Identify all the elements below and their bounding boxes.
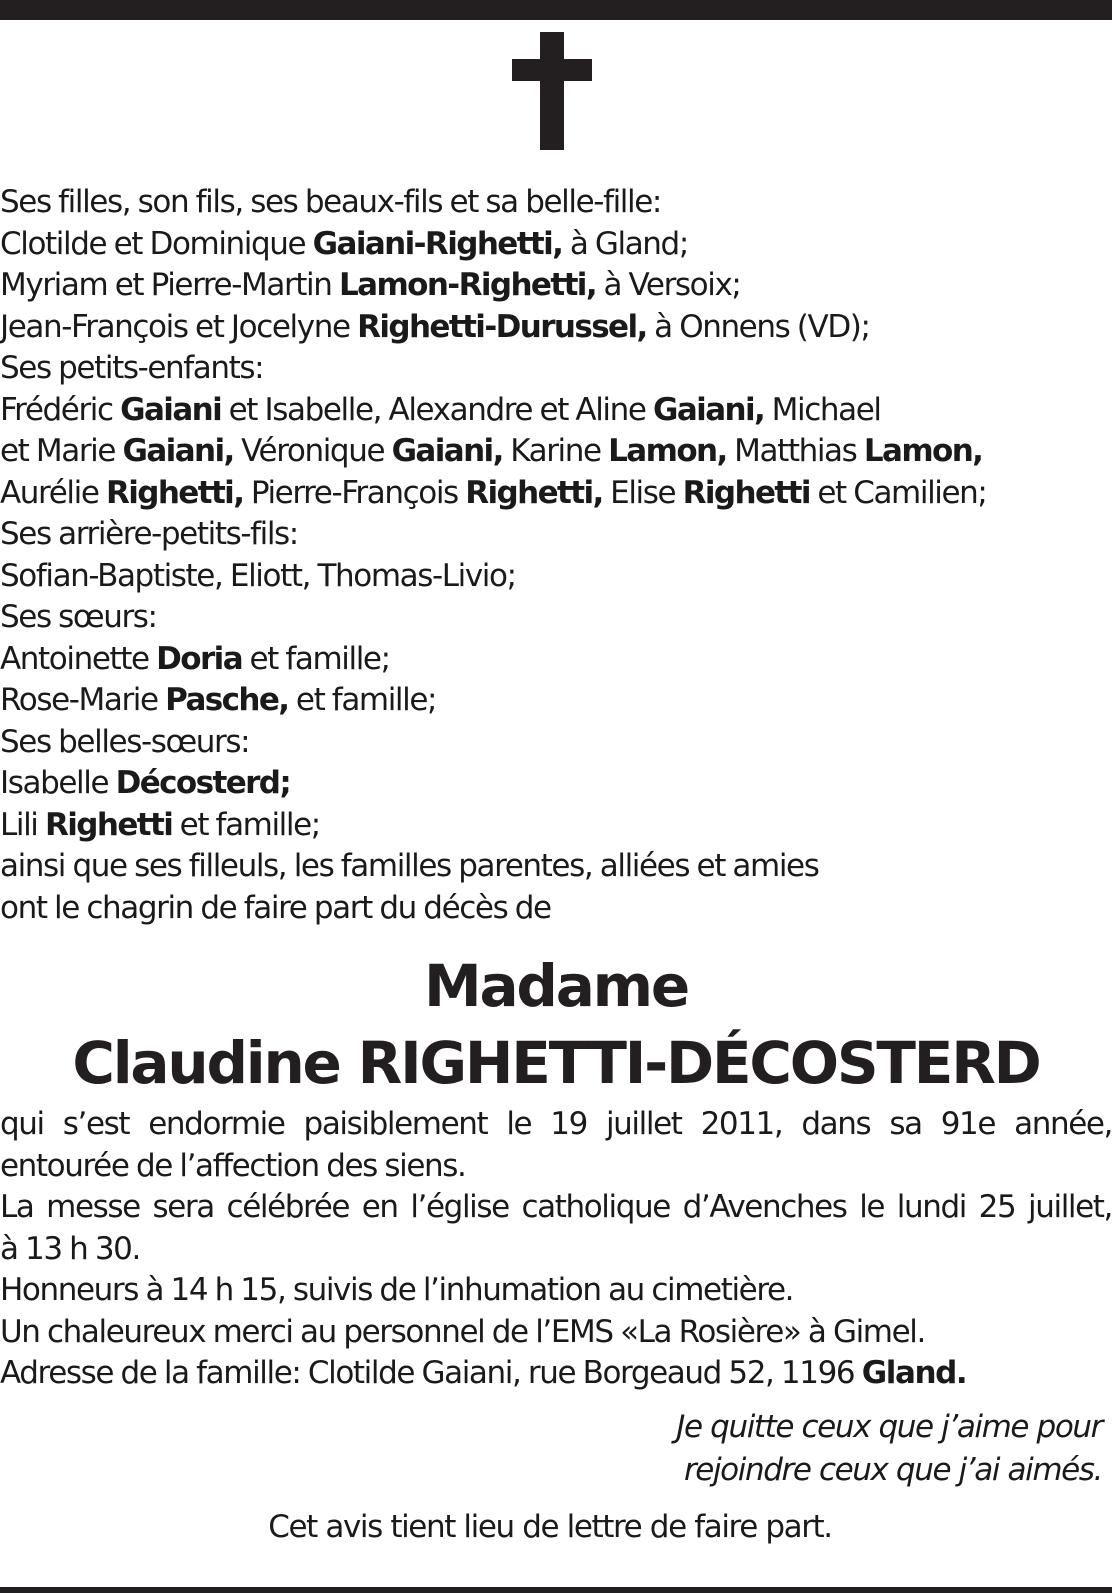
family-list <box>0 182 1112 929</box>
family-line: et Marie Gaiani, Véronique Gaiani, Karine Lamon, Matthias Lamon, <box>0 433 983 469</box>
bottom-rule <box>0 1587 1112 1593</box>
quote-line: rejoindre ceux que j’ai aimés. <box>683 1452 1102 1488</box>
details-line: à 13 h 30. <box>0 1230 140 1267</box>
salutation: Madame <box>423 952 689 1020</box>
family-line: Frédéric Gaiani et Isabelle, Alexandre et Aline Gaiani, Michael <box>0 391 881 428</box>
closing-note: Cet avis tient lieu de lettre de faire part. <box>268 1509 832 1545</box>
family-line: Ses arrière-petits-fils: <box>0 516 298 552</box>
family-line: Ses petits-enfants: <box>0 350 264 386</box>
top-rule <box>0 0 1112 20</box>
details-line: Honneurs à 14 h 15, suivis de l’inhumation au cimetière. <box>0 1272 794 1308</box>
details-line: Un chaleureux merci au personnel de l’EMS «La Rosière» à Gimel. <box>0 1313 925 1350</box>
family-line: Jean-François et Jocelyne Righetti-Durussel, à Onnens (VD); <box>0 308 870 345</box>
family-line: Ses sœurs: <box>0 599 157 635</box>
details-line: qui s’est endormie paisiblement le 19 juillet 2011, dans sa 91e année, <box>0 1106 1112 1142</box>
details-line: La messe sera célébrée en l’église catholique d’Avenches le lundi 25 juillet, <box>0 1189 1112 1225</box>
family-line: Rose-Marie Pasche, et famille; <box>0 682 437 718</box>
deceased-name: Claudine RIGHETTI-DÉCOSTERD <box>72 1029 1040 1097</box>
family-line: Clotilde et Dominique Gaiani-Righetti, à Gland; <box>0 225 688 262</box>
family-line: Aurélie Righetti, Pierre-François Righetti, Elise Righetti et Camilien; <box>0 474 987 511</box>
family-line: ont le chagrin de faire part du décès de <box>0 889 551 926</box>
family-line: Myriam et Pierre-Martin Lamon-Righetti, à Versoix; <box>0 267 741 303</box>
family-line: Antoinette Doria et famille; <box>0 640 390 677</box>
family-line: Ses belles-sœurs: <box>0 723 250 760</box>
family-line: Isabelle Décosterd; <box>0 765 291 801</box>
family-line: Lili Righetti et famille; <box>0 806 320 843</box>
family-line: ainsi que ses filleuls, les familles parentes, alliées et amies <box>0 848 819 884</box>
family-line: Sofian-Baptiste, Eliott, Thomas-Livio; <box>0 557 516 594</box>
details-line: entourée de l’affection des siens. <box>0 1147 466 1184</box>
details-text <box>0 1104 1112 1395</box>
deceased-title <box>0 948 1112 1102</box>
cross-icon <box>512 32 592 150</box>
family-line: Ses filles, son fils, ses beaux-fils et sa belle-fille: <box>0 184 661 220</box>
quote <box>676 1406 1102 1492</box>
details-line: Adresse de la famille: Clotilde Gaiani, rue Borgeaud 52, 1196 Gland. <box>0 1355 967 1391</box>
quote-line: Je quitte ceux que j’aime pour <box>676 1409 1102 1445</box>
